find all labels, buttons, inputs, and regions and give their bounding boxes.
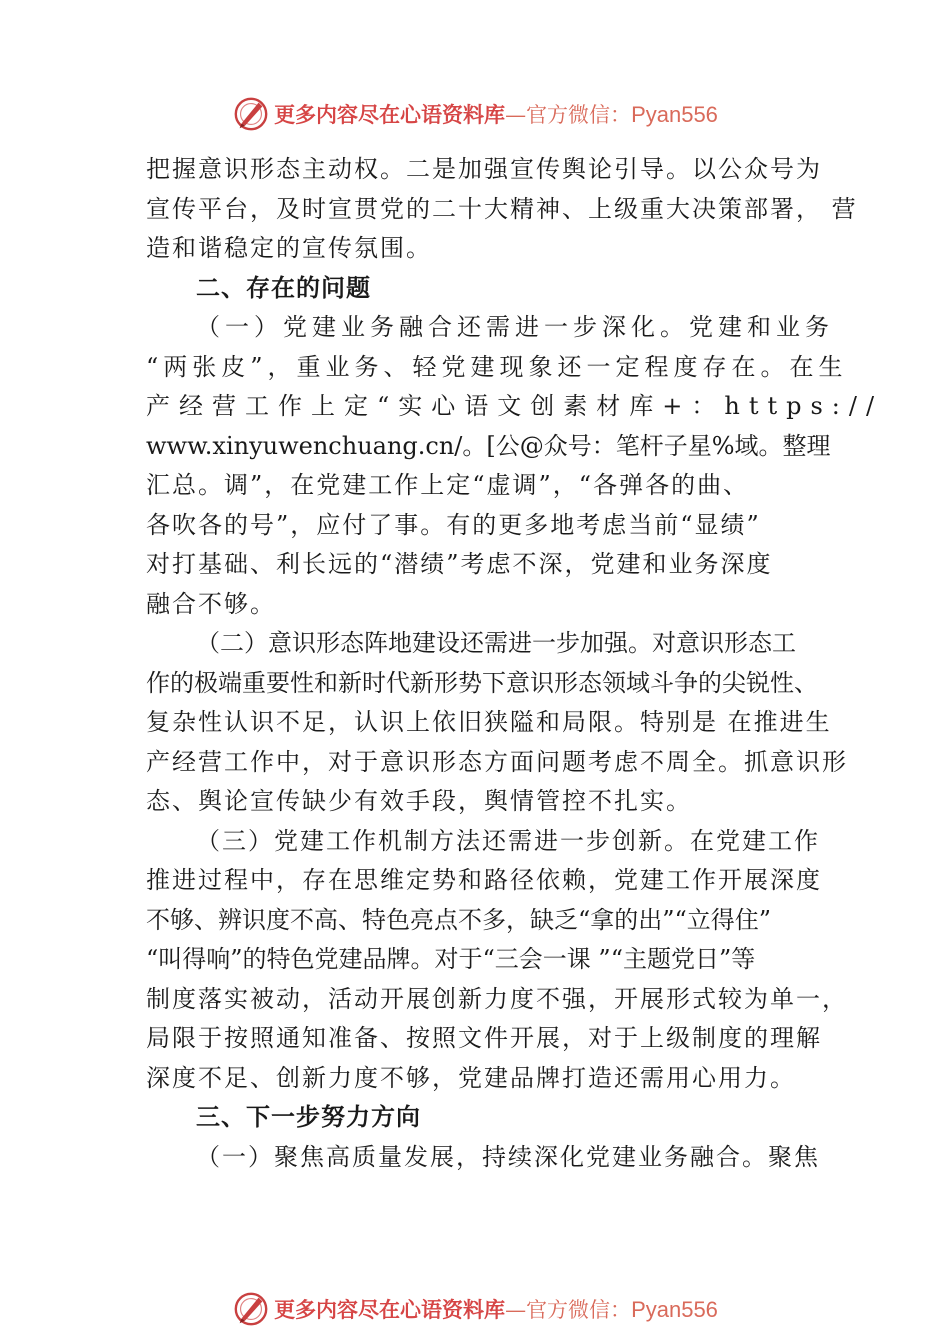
document-body [146,150,884,1177]
pen-logo-icon [232,1290,270,1328]
text-line: 把握意识形态主动权。二是加强宣传舆论引导。以公众号为 [146,155,822,183]
text-line: “叫得响”的特色党建品牌。对于“三会一课 ”“主题党日”等 [146,945,756,973]
text-line: （一）党建业务融合还需进一步深化。党建和业务 [196,313,834,341]
text-line: 产经营工作上定“实心语文创素材库+：https:// [146,392,884,420]
section-heading: 二、存在的问题 [196,273,371,302]
text-line: （一）聚焦高质量发展，持续深化党建业务融合。聚焦 [196,1142,820,1171]
banner-text [274,99,718,129]
text-line: “两张皮”，重业务、轻党建现象还一定程度存在。在生 [146,352,848,381]
text-line: www.xinyuwenchuang.cn/。[公@众号：笔杆子星%域。整理 [146,431,831,460]
text-line: 态、舆论宣传缺少有效手段，舆情管控不扎实。 [146,787,692,815]
banner-handle-text: Pyan556 [631,1297,718,1322]
banner-sub-text: —官方微信： [505,1298,632,1322]
banner-handle-text: Pyan556 [631,102,718,127]
text-line: 不够、辨识度不高、特色亮点不多，缺乏“拿的出”“立得住” [146,905,772,934]
text-line: 汇总。调”，在党建工作上定“虚调”，“各弹各的曲、 [146,471,750,499]
text-line: 局限于按照通知准备、按照文件开展，对于上级制度的理解 [146,1024,822,1052]
banner-sub-text: —官方微信： [505,103,632,127]
banner-main-text: 更多内容尽在心语资料库 [274,1297,506,1322]
pen-logo-icon [232,95,270,133]
text-line: （三）党建工作机制方法还需进一步创新。在党建工作 [196,826,820,855]
text-line: 融合不够。 [146,589,276,618]
text-line: 推进过程中，存在思维定势和路径依赖，党建工作开展深度 [146,866,822,894]
text-line: 对打基础、利长远的“潜绩”考虑不深，党建和业务深度 [146,550,773,578]
banner-text [274,1294,718,1324]
text-line: 复杂性认识不足，认识上依旧狭隘和局限。特别是 在推进生 [146,708,832,736]
banner-main-text: 更多内容尽在心语资料库 [274,102,506,127]
text-line: 作的极端重要性和新时代新形势下意识形态领域斗争的尖锐性、 [146,668,818,697]
text-line: （二）意识形态阵地建设还需进一步加强。对意识形态工 [196,629,796,657]
footer-watermark-banner [0,1287,950,1331]
text-line: 产经营工作中，对于意识形态方面问题考虑不周全。抓意识形 [146,747,848,776]
text-line: 宣传平台，及时宣贯党的二十大精神、上级重大决策部署， 营 [146,194,858,223]
text-line: 深度不足、创新力度不够，党建品牌打造还需用心用力。 [146,1063,796,1092]
text-line: 各吹各的号”，应付了事。有的更多地考虑当前“显绩” [146,510,761,539]
section-heading: 三、下一步努力方向 [196,1103,421,1131]
text-line: 制度落实被动，活动开展创新力度不强，开展形式较为单一， [146,984,848,1013]
text-line: 造和谐稳定的宣传氛围。 [146,234,432,262]
header-watermark-banner [0,92,950,136]
